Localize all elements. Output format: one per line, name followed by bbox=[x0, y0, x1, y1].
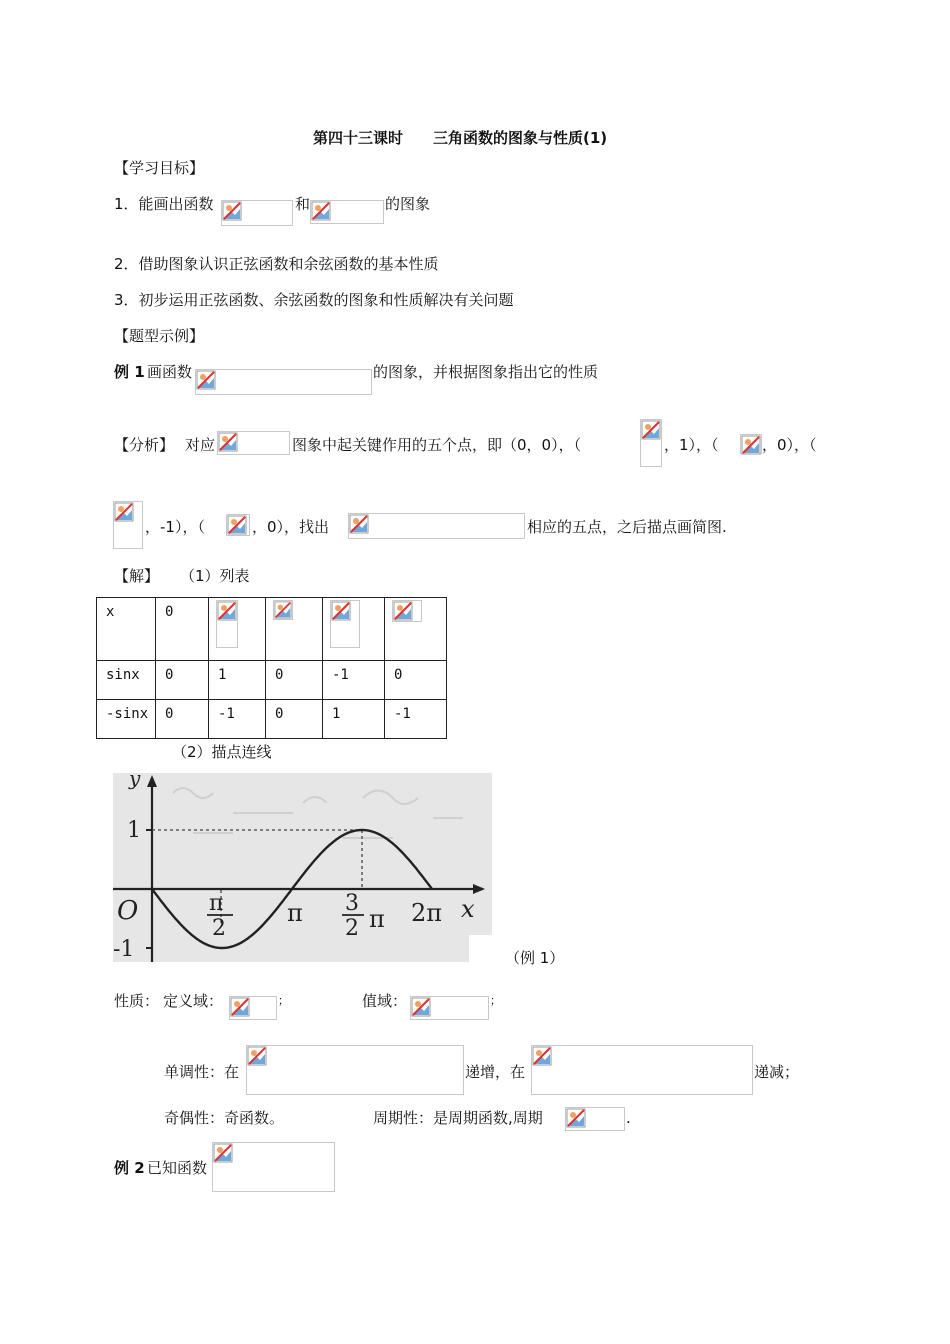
sine-graph-figure bbox=[113, 773, 492, 962]
analysis-text-2: 图象中起关键作用的五个点，即（0，0），（ bbox=[292, 436, 582, 454]
solution-label: 【解】 bbox=[114, 567, 160, 585]
table-row bbox=[97, 700, 447, 739]
x-axis-label: x bbox=[461, 895, 475, 923]
x-tick-3pi-half-pi: π bbox=[369, 905, 385, 933]
formula-image-placeholder bbox=[348, 513, 525, 539]
formula-image-placeholder bbox=[740, 434, 762, 454]
graph-svg bbox=[113, 773, 492, 962]
objective-1-mid: 和 bbox=[295, 195, 311, 213]
formula-image-placeholder bbox=[221, 200, 293, 226]
table-cell: 1 bbox=[209, 661, 266, 700]
y-tick-1: 1 bbox=[127, 818, 141, 843]
example-2-text: 已知函数 bbox=[147, 1159, 208, 1177]
formula-image-placeholder bbox=[640, 419, 662, 467]
solution-step-1: （1）列表 bbox=[180, 567, 250, 585]
solution-step-2: （2）描点连线 bbox=[172, 743, 272, 761]
formula-image-placeholder bbox=[212, 1142, 335, 1192]
range-end: ； bbox=[490, 994, 501, 1007]
broken-image-icon bbox=[213, 1143, 233, 1163]
example-1-text-prefix: 画函数 bbox=[147, 363, 193, 381]
broken-image-icon bbox=[227, 515, 247, 535]
broken-image-icon bbox=[331, 601, 351, 621]
formula-image-placeholder bbox=[246, 1045, 464, 1095]
table-cell bbox=[385, 598, 447, 661]
table-cell bbox=[209, 598, 266, 661]
broken-image-icon bbox=[196, 370, 216, 390]
formula-image-placeholder bbox=[195, 369, 372, 395]
formula-image-placeholder bbox=[310, 200, 384, 224]
broken-image-icon bbox=[566, 1108, 586, 1128]
table-cell: 0 bbox=[156, 598, 209, 661]
broken-image-icon bbox=[222, 201, 242, 221]
formula-image-placeholder bbox=[216, 600, 238, 648]
broken-image-icon bbox=[274, 601, 292, 619]
formula-image-placeholder bbox=[113, 501, 143, 549]
domain-end: ； bbox=[278, 994, 289, 1007]
broken-image-icon bbox=[641, 420, 661, 440]
table-cell: -sinx bbox=[97, 700, 156, 739]
formula-image-placeholder bbox=[392, 600, 422, 622]
example-1-text-suffix: 的图象，并根据图象指出它的性质 bbox=[373, 363, 599, 381]
table-cell: sinx bbox=[97, 661, 156, 700]
broken-image-icon bbox=[393, 601, 413, 621]
table-cell bbox=[323, 598, 385, 661]
objective-1-prefix: 1．能画出函数 bbox=[114, 195, 214, 213]
broken-image-icon bbox=[218, 432, 238, 452]
formula-image-placeholder bbox=[330, 600, 360, 648]
broken-image-icon bbox=[230, 997, 250, 1017]
broken-image-icon bbox=[114, 502, 134, 522]
properties-label: 性质： bbox=[114, 992, 160, 1010]
example-2-label: 例 2 bbox=[114, 1159, 145, 1177]
analysis-text-1: 对应 bbox=[185, 436, 216, 454]
broken-image-icon bbox=[349, 514, 369, 534]
examples-heading: 【题型示例】 bbox=[114, 327, 205, 345]
x-tick-3pi-half-num: 3 bbox=[345, 891, 359, 916]
table-cell: 0 bbox=[266, 661, 323, 700]
analysis-text-3: ，1），（ bbox=[664, 436, 719, 454]
analysis-text-4: ，0），（ bbox=[762, 436, 817, 454]
table-cell: 0 bbox=[156, 700, 209, 739]
page-title: 第四十三课时 三角函数的图象与性质(1) bbox=[313, 129, 608, 147]
analysis-text-7: 相应的五点，之后描点画简图. bbox=[527, 518, 727, 536]
formula-image-placeholder bbox=[531, 1045, 753, 1095]
analysis-text-5: ，-1），（ bbox=[145, 518, 205, 536]
table-cell: -1 bbox=[323, 661, 385, 700]
example-1-label: 例 1 bbox=[114, 363, 145, 381]
formula-image-placeholder bbox=[273, 600, 293, 620]
decreasing-text: 递减； bbox=[754, 1063, 800, 1081]
origin-label: O bbox=[117, 896, 139, 926]
parity-text: 奇偶性：奇函数。 bbox=[164, 1109, 285, 1127]
figure-caption: （例 1） bbox=[505, 949, 565, 967]
values-table bbox=[96, 597, 447, 739]
table-cell: 0 bbox=[385, 661, 447, 700]
broken-image-icon bbox=[741, 435, 761, 455]
broken-image-icon bbox=[217, 601, 237, 621]
table-cell: -1 bbox=[385, 700, 447, 739]
table-cell: 0 bbox=[156, 661, 209, 700]
y-axis-label: y bbox=[129, 773, 141, 790]
table-row bbox=[97, 598, 447, 661]
objective-3: 3．初步运用正弦函数、余弦函数的图象和性质解决有关问题 bbox=[114, 291, 514, 309]
formula-image-placeholder bbox=[565, 1107, 625, 1131]
y-tick-minus-1: -1 bbox=[113, 937, 135, 962]
broken-image-icon bbox=[247, 1046, 267, 1066]
x-tick-pi: π bbox=[287, 899, 303, 927]
broken-image-icon bbox=[311, 201, 331, 221]
analysis-text-6: ，0），找出 bbox=[252, 518, 330, 536]
broken-image-icon bbox=[411, 997, 431, 1017]
formula-image-placeholder bbox=[226, 514, 250, 536]
formula-image-placeholder bbox=[229, 996, 277, 1020]
range-label: 值域： bbox=[362, 992, 408, 1010]
domain-label: 定义域： bbox=[163, 992, 224, 1010]
increasing-text: 递增，在 bbox=[465, 1063, 526, 1081]
monotonicity-label: 单调性：在 bbox=[164, 1063, 240, 1081]
objective-1-suffix: 的图象 bbox=[385, 195, 431, 213]
period-label: 周期性：是周期函数,周期 bbox=[373, 1109, 543, 1127]
objectives-heading: 【学习目标】 bbox=[114, 159, 205, 177]
objective-2: 2．借助图象认识正弦函数和余弦函数的基本性质 bbox=[114, 255, 439, 273]
table-cell: 0 bbox=[266, 700, 323, 739]
x-tick-3pi-half-den: 2 bbox=[345, 916, 359, 941]
table-cell: -1 bbox=[209, 700, 266, 739]
formula-image-placeholder bbox=[410, 996, 489, 1020]
formula-image-placeholder bbox=[217, 431, 290, 455]
period-end: . bbox=[626, 1109, 631, 1127]
table-row bbox=[97, 661, 447, 700]
table-cell bbox=[266, 598, 323, 661]
table-cell: 1 bbox=[323, 700, 385, 739]
table-cell: x bbox=[97, 598, 156, 661]
analysis-label: 【分析】 bbox=[114, 436, 175, 454]
x-tick-pi-half-num: π bbox=[209, 891, 224, 916]
broken-image-icon bbox=[532, 1046, 552, 1066]
x-tick-pi-half-den: 2 bbox=[212, 916, 226, 941]
x-tick-2pi: 2π bbox=[411, 899, 443, 927]
